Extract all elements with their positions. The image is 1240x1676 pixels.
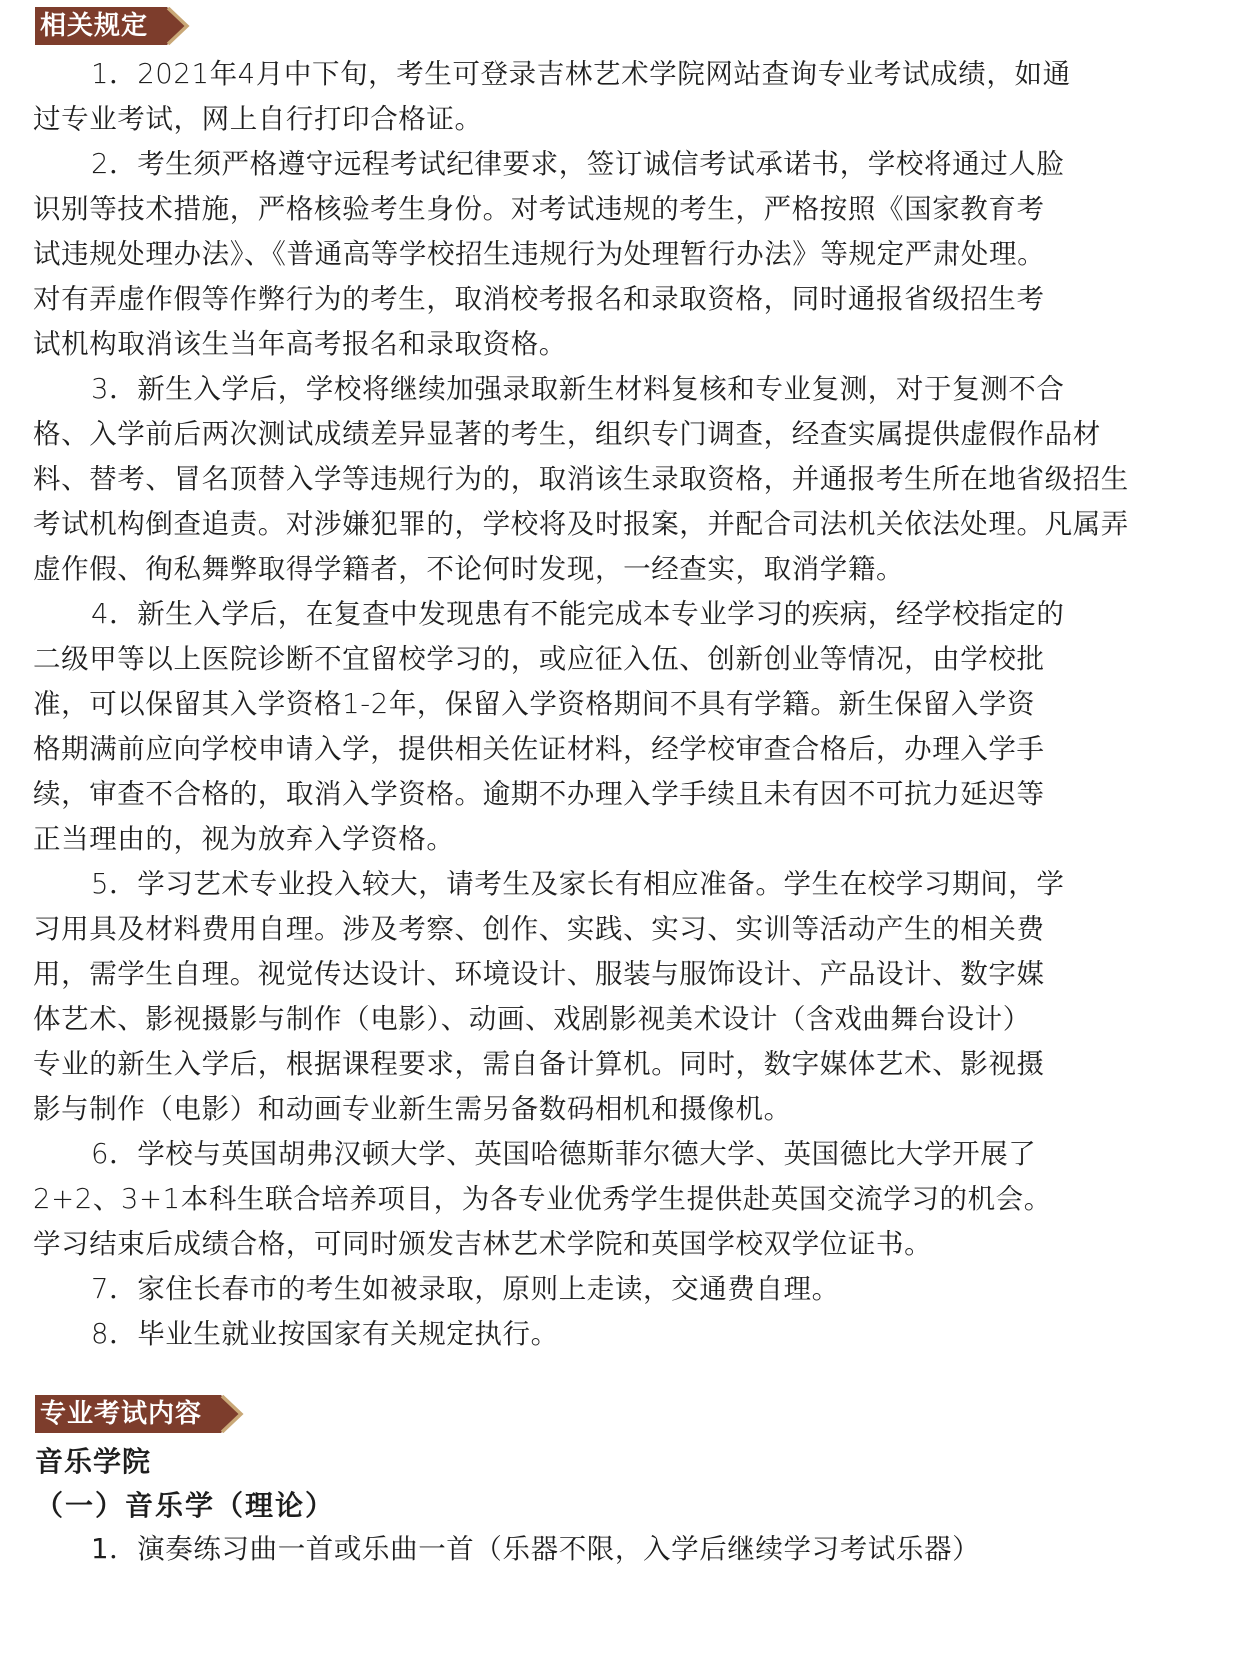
paragraph-line: 考试机构倒查追责。对涉嫌犯罪的，学校将及时报案，并配合司法机关依法处理。凡属弄 [33,508,1129,540]
paragraph-line: 学习结束后成绩合格，可同时颁发吉林艺术学院和英国学校双学位证书。 [33,1228,933,1260]
major-subheading: （一）音乐学（理论） [35,1489,336,1522]
paragraph-line: 5．学习艺术专业投入较大，请考生及家长有相应准备。学生在校学习期间，学 [91,868,1065,900]
paragraph-line: 对有弄虚作假等作弊行为的考生，取消校考报名和录取资格，同时通报省级招生考 [33,283,1045,315]
section-badge-label: 相关规定 [35,7,156,45]
paragraph-line: 1．2021年4月中下旬，考生可登录吉林艺术学院网站查询专业考试成绩，如通 [91,58,1071,90]
paragraph-line: 识别等技术措施，严格核验考生身份。对考试违规的考生，严格按照《国家教育考 [33,193,1045,225]
paragraph-line: 2．考生须严格遵守远程考试纪律要求，签订诚信考试承诺书，学校将通过人脸 [91,148,1065,180]
exam-item: 1．演奏练习曲一首或乐曲一首（乐器不限，入学后继续学习考试乐器） [91,1533,981,1565]
paragraph-line: 2+2、3+1本科生联合培养项目，为各专业优秀学生提供赴英国交流学习的机会。 [33,1183,1052,1215]
regulations-body [33,52,1133,1357]
paragraph-line: 过专业考试，网上自行打印合格证。 [33,103,483,135]
paragraph-line: 8．毕业生就业按国家有关规定执行。 [91,1318,559,1350]
paragraph-line: 4．新生入学后，在复查中发现患有不能完成本专业学习的疾病，经学校指定的 [91,598,1065,630]
paragraph-line: 试机构取消该生当年高考报名和录取资格。 [33,328,567,360]
chevron-right-icon [209,1395,245,1433]
paragraph-line: 影与制作（电影）和动画专业新生需另备数码相机和摄像机。 [33,1093,792,1125]
section-badge-exam-content [35,1395,245,1433]
paragraph-line: 体艺术、影视摄影与制作（电影）、动画、戏剧影视美术设计（含戏曲舞台设计） [33,1003,1031,1035]
chevron-right-icon [155,7,191,45]
section-badge-label: 专业考试内容 [35,1395,210,1433]
paragraph-line: 格、入学前后两次测试成绩差异显著的考生，组织专门调查，经查实属提供虚假作品材 [33,418,1101,450]
paragraph-line: 二级甲等以上医院诊断不宜留校学习的，或应征入伍、创新创业等情况，由学校批 [33,643,1045,675]
paragraph-line: 专业的新生入学后，根据课程要求，需自备计算机。同时，数字媒体艺术、影视摄 [33,1048,1045,1080]
paragraph-line: 试违规处理办法》、《普通高等学校招生违规行为处理暂行办法》等规定严肃处理。 [33,238,1046,270]
paragraph-line: 虚作假、徇私舞弊取得学籍者，不论何时发现，一经查实，取消学籍。 [33,553,905,585]
paragraph-line: 续，审查不合格的，取消入学资格。逾期不办理入学手续且未有因不可抗力延迟等 [33,778,1045,810]
paragraph-line: 准，可以保留其入学资格1-2年，保留入学资格期间不具有学籍。新生保留入学资 [33,688,1036,720]
college-heading: 音乐学院 [35,1445,152,1478]
paragraph-line: 3．新生入学后，学校将继续加强录取新生材料复核和专业复测，对于复测不合 [91,373,1065,405]
paragraph-line: 料、替考、冒名顶替入学等违规行为的，取消该生录取资格，并通报考生所在地省级招生 [33,463,1129,495]
paragraph-line: 6．学校与英国胡弗汉顿大学、英国哈德斯菲尔德大学、英国德比大学开展了 [91,1138,1037,1170]
paragraph-line: 格期满前应向学校申请入学，提供相关佐证材料，经学校审查合格后，办理入学手 [33,733,1045,765]
section-badge-regulations [35,7,191,45]
paragraph-line: 正当理由的，视为放弃入学资格。 [33,823,455,855]
paragraph-line: 习用具及材料费用自理。涉及考察、创作、实践、实习、实训等活动产生的相关费 [33,913,1045,945]
paragraph-line: 7．家住长春市的考生如被录取，原则上走读，交通费自理。 [91,1273,840,1305]
paragraph-line: 用，需学生自理。视觉传达设计、环境设计、服装与服饰设计、产品设计、数字媒 [33,958,1045,990]
